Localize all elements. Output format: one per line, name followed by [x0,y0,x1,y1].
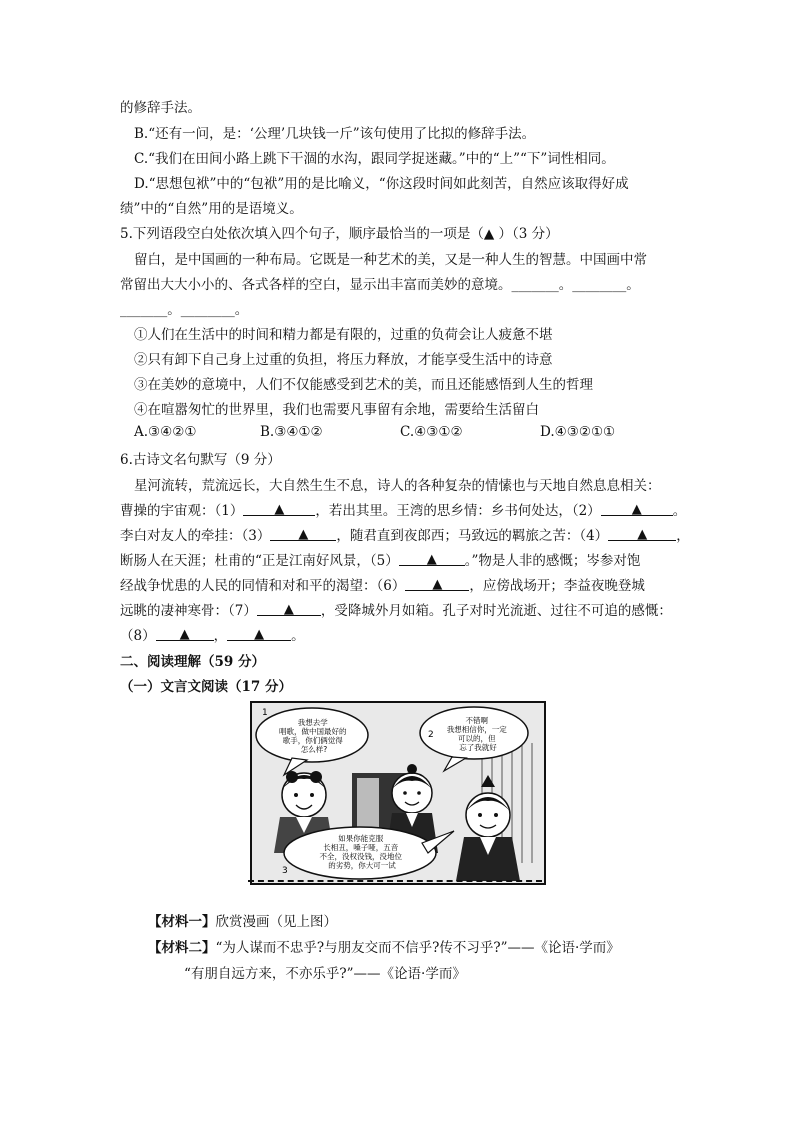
option-c[interactable]: C.④③①② [400,424,463,440]
blank-7[interactable]: ▲ [257,601,321,616]
svg-text:如果你能克服 长相丑，嗓子哑，五音: 如果你能克服 长相丑，嗓子哑，五音 不全，没权没钱，没地位 的劣势，你大可一试 [319,834,403,870]
sentence-2: ②只有卸下自己身上过重的负担，将压力释放，才能享受生活中的诗意 [134,352,553,368]
poem-line: 远眺的凄神寒骨：（7） ▲ ，受降城外月如箱。孔子对时光流逝、过往不可追的感慨： [120,602,672,619]
text-line: 的修辞手法。 [120,100,201,116]
panel-number-2: 2 [428,730,434,740]
blank-2[interactable]: ▲ [601,501,673,516]
sentence-3: ③在美妙的意境中，人们不仅能感受到艺术的美，而且还能感悟到人生的哲理 [134,377,593,393]
blank-8a[interactable]: ▲ [156,626,214,641]
sentence-4: ④在喧嚣匆忙的世界里，我们也需要凡事留有余地，需要给生活留白 [134,402,539,418]
blank-1[interactable]: ▲ [243,501,315,516]
poem-line: （8） ▲ ， ▲ 。 [120,627,305,644]
option-b[interactable]: B.③④①② [260,424,323,440]
panel-number-1: 1 [262,708,268,718]
option-c-text: C.“我们在田间小路上跳下干涸的水沟，跟同学捉迷藏。”中的“上”“下”词性相同。 [134,151,615,167]
poem-line: 曹操的宇宙观：（1） ▲ ，若出其里。王湾的思乡情：乡书何处达，（2） ▲ 。 [120,502,687,519]
material-2: 【材料二】“为人谋而不忠乎?与朋友交而不信乎?传不习乎?”——《论语·学而》 [148,940,620,956]
passage-line: 留白，是中国画的一种布局。它既是一种艺术的美，又是一种人生的智慧。中国画中常 [134,252,647,268]
poem-intro: 星河流转，荒流远长，大自然生生不息，诗人的各种复杂的情愫也与天地自然息息相关： [134,478,661,494]
option-d-text: D.“思想包袱”中的“包袱”用的是比喻义，“你这段时间如此刻苦，自然应该取得好成 [134,176,629,192]
blank-8b[interactable]: ▲ [227,626,291,641]
text-line: 绩”中的“自然”用的是语境义。 [120,201,303,217]
material-2-quote: “有朋自远方来，不亦乐乎?”——《论语·学而》 [184,966,466,982]
answer-options [134,424,694,444]
section-2-title: 二、阅读理解（59 分） [120,654,265,670]
cut-line [248,880,542,882]
passage-line: _______。________。 [120,302,249,318]
option-b-text: B.“还有一问，是：‘公理’几块钱一斤”该句使用了比拟的修辞手法。 [134,126,536,142]
svg-text:我想去学 唱歌，做中国最好的 歌手，: 我想去学 唱歌，做中国最好的 歌手，你们俩觉得 怎么样? [279,718,347,754]
comic-illustration [250,701,546,885]
section-2-1-title: （一）文言文阅读（17 分） [120,679,292,695]
poem-line: 断肠人在天涯；杜甫的“正是江南好风景，（5） ▲ 。”物是人非的感慨；岑参对饱 [120,552,641,569]
material-1: 【材料一】欣赏漫画（见上图） [148,914,337,930]
option-d[interactable]: D.④③②①① [540,424,616,440]
poem-line: 经战争忧患的人民的同情和对和平的渴望：（6） ▲ ，应傍战场开；李益夜晚登城 [120,577,645,594]
passage-line: 常留出大大小小的、各式各样的空白，显示出丰富而美妙的意境。_______。________。 [120,277,640,293]
option-a[interactable]: A.③④②① [134,424,197,440]
question-5: 5.下列语段空白处依次填入四个句子，顺序最恰当的一项是（▲ ）（3 分） [120,226,559,242]
poem-line: 李白对友人的牵挂：（3） ▲ ，随君直到夜郎西；马致远的羁旅之苦：（4） ▲ ， [120,527,690,544]
blank-3[interactable]: ▲ [270,526,336,541]
blank-5[interactable]: ▲ [399,551,465,566]
panel-number-3: 3 [282,866,288,876]
question-6: 6.古诗文名句默写（9 分） [120,452,281,468]
sentence-1: ①人们在生活中的时间和精力都是有限的，过重的负荷会让人疲惫不堪 [134,327,553,343]
svg-text:不错啊 我想相信你，一定 可以的，但: 不错啊 我想相信你，一定 可以的，但 忘了我就好 [446,716,507,752]
blank-4[interactable]: ▲ [608,526,676,541]
blank-6[interactable]: ▲ [405,576,469,591]
